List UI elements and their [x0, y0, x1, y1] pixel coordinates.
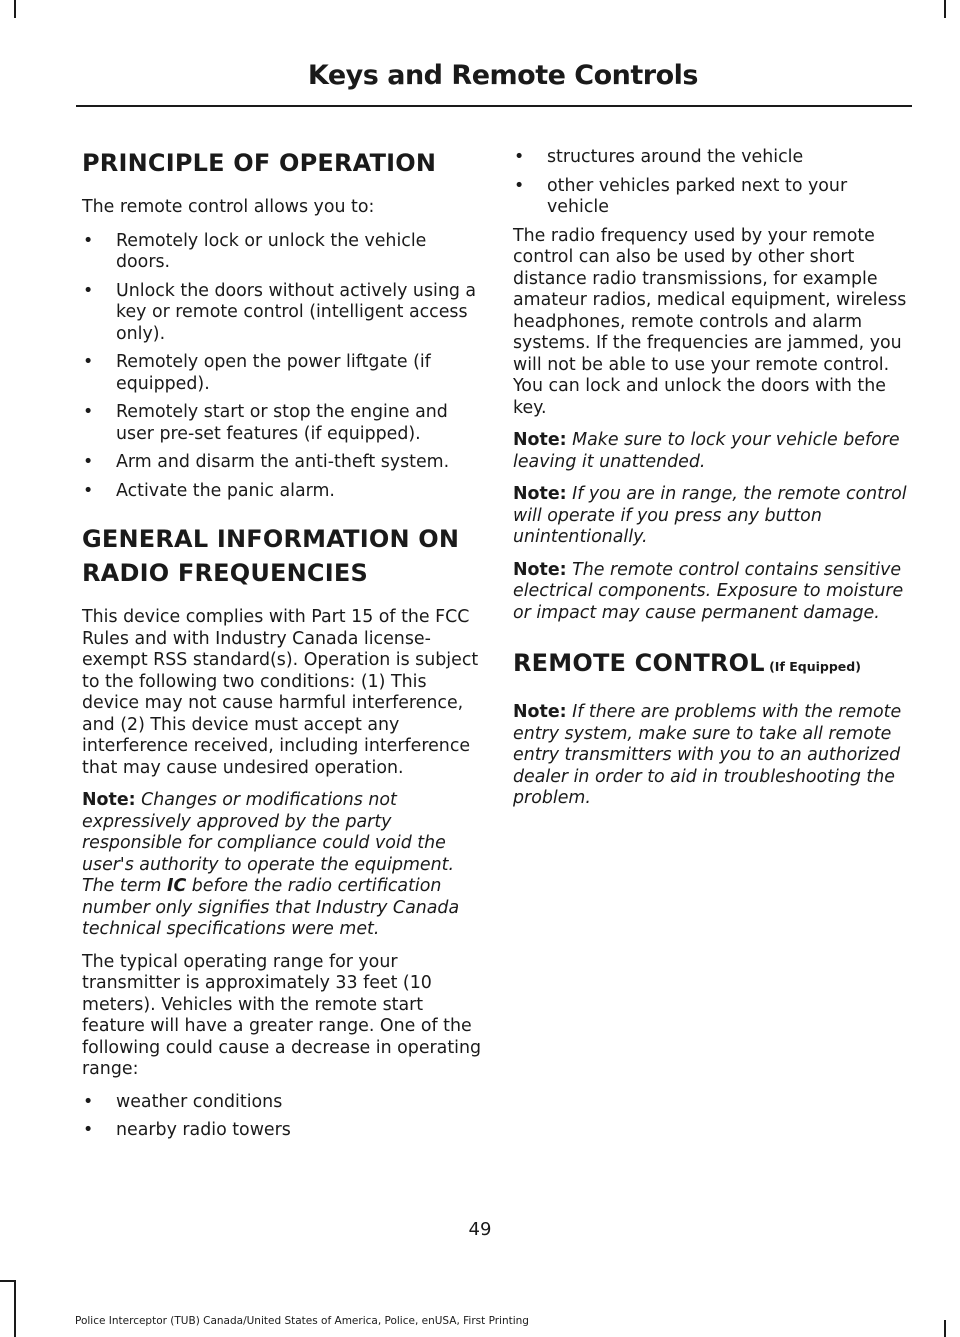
list-item: • other vehicles parked next to your vehicle — [514, 175, 848, 217]
note-in-range: Note: If you are in range, the remote control will operate if you press any button unintentionally. — [513, 484, 907, 547]
list-item: • Arm and disarm the anti-theft system. — [83, 452, 450, 472]
crop-mark-bottom-left — [14, 1280, 16, 1337]
features-list — [82, 231, 482, 503]
range-factors-list-continued — [513, 147, 913, 219]
intro-text: The remote control allows you to: — [82, 197, 375, 217]
crop-mark-bottom-left-h — [0, 1280, 16, 1282]
heading-general-information: GENERAL INFORMATION ON RADIO FREQUENCIES — [82, 525, 460, 587]
list-item: • Remotely open the power liftgate (if equipped). — [83, 352, 431, 394]
right-column — [513, 147, 913, 821]
page-header-title: Keys and Remote Controls — [307, 60, 698, 91]
note-modifications: Note: Changes or modifications not expressively approved by the party responsible for compliance could void the user's authority to operate the equipment. The term IC before the radio certification number only signifies that Industry Canada technical specifications were met. — [82, 790, 460, 939]
crop-mark-top-right — [944, 0, 946, 18]
heading-principle-of-operation: PRINCIPLE OF OPERATION — [82, 149, 437, 177]
list-item: • Remotely start or stop the engine and user pre-set features (if equipped). — [83, 402, 448, 444]
page-number: 49 — [468, 1219, 492, 1240]
header-rule — [76, 105, 912, 107]
footer-text: Police Interceptor (TUB) Canada/United States of America, Police, enUSA, First Printing — [75, 1315, 529, 1327]
radio-frequency-text: The radio frequency used by your remote control can also be used by other short distance radio transmissions, for example amateur radios, medical equipment, wireless headphones, remote controls and alarm systems. If the frequencies are jammed, you will not be able to use your remote control. You can lock and unlock the doors with the key. — [513, 225, 907, 418]
note-problems: Note: If there are problems with the remote entry system, make sure to take all remote entry transmitters with you to an authorized dealer in order to aid in troubleshooting the problem. — [513, 702, 902, 808]
operating-range-text: The typical operating range for your transmitter is approximately 33 feet (10 meters). Vehicles with the remote start feature will have a greater range. One of the following could cause a decrease in operating range: — [82, 951, 482, 1079]
note-sensitive-components: Note: The remote control contains sensitive electrical components. Exposure to moisture or impact may cause permanent damage. — [513, 559, 904, 623]
list-item: • weather conditions — [83, 1091, 283, 1112]
list-item: • Activate the panic alarm. — [83, 480, 335, 501]
note-lock-vehicle: Note: Make sure to lock your vehicle before leaving it unattended. — [513, 430, 900, 472]
list-item: • structures around the vehicle — [514, 147, 804, 167]
fcc-compliance-text: This device complies with Part 15 of the FCC Rules and with Industry Canada license-exempt RSS standard(s). Operation is subject to the following two conditions: (1) This device may not cause harmful interference, and (2) This device must accept any interference received, including interference that may cause undesired operation. — [82, 607, 479, 778]
left-column — [82, 146, 482, 1149]
heading-remote-control: REMOTE CONTROL (If Equipped) — [513, 649, 861, 677]
list-item: • Unlock the doors without actively using a key or remote control (intelligent access only). — [83, 280, 477, 344]
range-factors-list — [82, 1092, 482, 1142]
crop-mark-bottom-right — [944, 1320, 946, 1337]
crop-mark-top-left — [14, 0, 16, 18]
list-item: • Remotely lock or unlock the vehicle doors. — [83, 230, 427, 272]
list-item: • nearby radio towers — [83, 1120, 291, 1140]
